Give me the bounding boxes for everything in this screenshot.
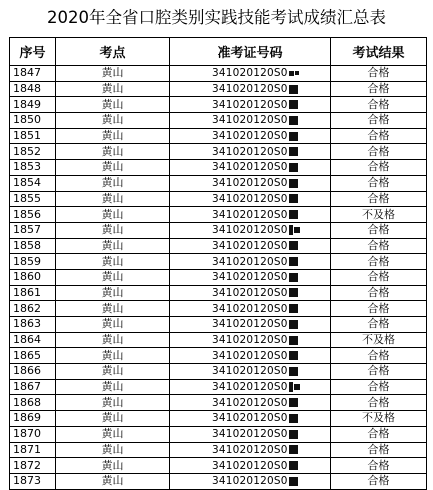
page-title: 2020年全省口腔类别实践技能考试成绩汇总表 [47,8,386,27]
cell-exam-site [56,332,170,348]
cell-seq [10,254,56,270]
cell-seq [10,379,56,395]
cell-result [331,238,427,254]
cell-ticket-number [170,254,331,270]
cell-exam-site [56,473,170,489]
cell-result [331,66,427,82]
cell-result-text: 合格 [367,160,390,174]
cell-ticket-number [170,191,331,207]
cell-exam-site-text: 黄山 [101,364,124,378]
cell-seq-text: 1861 [13,285,41,299]
cell-seq [10,269,56,285]
cell-result [331,348,427,364]
cell-exam-site-text: 黄山 [101,333,124,347]
cell-result [331,269,427,285]
cell-ticket-number-text: 341020120S0 [212,208,288,221]
cell-seq [10,364,56,380]
cell-ticket-number-text: 341020120S0 [212,114,288,127]
cell-seq [10,191,56,207]
cell-result-text: 合格 [367,458,390,472]
cell-ticket-number-text: 341020120S0 [212,349,288,362]
cell-exam-site [56,269,170,285]
cell-seq-text: 1871 [13,442,41,456]
table-row [10,301,427,317]
cell-ticket-number [170,379,331,395]
cell-ticket-number-text: 341020120S0 [212,286,288,299]
cell-ticket-number-text: 341020120S0 [212,271,288,284]
table-row [10,442,427,458]
cell-exam-site [56,301,170,317]
cell-exam-site-text: 黄山 [101,223,124,237]
cell-seq-text: 1850 [13,113,41,127]
cell-result-text: 合格 [367,380,390,394]
redaction-mark [289,145,299,159]
redaction-mark [289,98,299,112]
redaction-mark [289,192,299,206]
cell-exam-site-text: 黄山 [101,160,124,174]
cell-exam-site [56,458,170,474]
redaction-mark [289,270,299,284]
redaction-mark [289,380,301,394]
cell-seq [10,238,56,254]
cell-result [331,473,427,489]
cell-seq [10,332,56,348]
redaction-mark [289,208,299,222]
table-row [10,113,427,129]
cell-ticket-number-text: 341020120S0 [212,318,288,331]
cell-exam-site-text: 黄山 [101,254,124,268]
cell-result-text: 合格 [367,348,390,362]
cell-result [331,191,427,207]
cell-result [331,222,427,238]
cell-ticket-number [170,207,331,223]
redaction-mark [289,176,299,190]
cell-exam-site-text: 黄山 [101,442,124,456]
cell-seq [10,442,56,458]
cell-exam-site [56,97,170,113]
cell-ticket-number [170,285,331,301]
table-header-row [10,38,427,66]
cell-ticket-number [170,364,331,380]
cell-ticket-number-text: 341020120S0 [212,224,288,237]
cell-seq [10,66,56,82]
cell-exam-site [56,222,170,238]
cell-ticket-number-text: 341020120S0 [212,334,288,347]
cell-ticket-number [170,426,331,442]
table-row [10,364,427,380]
cell-result [331,285,427,301]
cell-ticket-number-text: 341020120S0 [212,396,288,409]
cell-ticket-number [170,332,331,348]
cell-ticket-number [170,144,331,160]
cell-result [331,207,427,223]
cell-exam-site-text: 黄山 [101,82,124,96]
cell-seq [10,301,56,317]
redaction-mark [289,333,299,347]
cell-seq-text: 1862 [13,301,41,315]
cell-exam-site [56,254,170,270]
redaction-mark [289,239,299,253]
table-row [10,395,427,411]
cell-seq-text: 1860 [13,270,41,284]
cell-seq-text: 1857 [13,223,41,237]
header-result: 考试结果 [331,38,427,66]
header-exam-site: 考点 [56,38,170,66]
table-row [10,458,427,474]
cell-seq-text: 1858 [13,238,41,252]
cell-seq [10,348,56,364]
cell-result-text: 合格 [367,395,390,409]
redaction-mark [289,459,299,473]
redaction-mark [289,427,299,441]
cell-result-text: 合格 [367,66,390,80]
header-seq: 序号 [10,38,56,66]
cell-ticket-number-text: 341020120S0 [212,130,288,143]
cell-seq [10,144,56,160]
redaction-mark [289,223,301,237]
cell-ticket-number-text: 341020120S0 [212,255,288,268]
cell-exam-site [56,238,170,254]
cell-result-text: 合格 [367,176,390,190]
cell-result-text: 合格 [367,97,390,111]
cell-exam-site [56,81,170,97]
cell-seq-text: 1872 [13,458,41,472]
redaction-mark [289,160,299,174]
redaction-mark [289,302,299,316]
cell-result-text: 合格 [367,442,390,456]
redaction-mark [289,129,299,143]
cell-exam-site [56,348,170,364]
table-row [10,207,427,223]
cell-exam-site-text: 黄山 [101,207,124,221]
cell-result-text: 合格 [367,113,390,127]
redaction-mark [289,396,299,410]
cell-seq-text: 1856 [13,207,41,221]
cell-seq [10,426,56,442]
cell-ticket-number [170,238,331,254]
cell-exam-site [56,66,170,82]
cell-result [331,426,427,442]
cell-result-text: 合格 [367,82,390,96]
cell-seq-text: 1849 [13,97,41,111]
cell-exam-site-text: 黄山 [101,458,124,472]
table-row [10,348,427,364]
cell-result-text: 合格 [367,254,390,268]
cell-ticket-number [170,128,331,144]
cell-seq-text: 1853 [13,160,41,174]
cell-ticket-number-text: 341020120S0 [212,443,288,456]
cell-ticket-number [170,175,331,191]
cell-ticket-number [170,458,331,474]
table-row [10,238,427,254]
cell-seq-text: 1855 [13,191,41,205]
cell-ticket-number [170,301,331,317]
cell-exam-site-text: 黄山 [101,348,124,362]
cell-result [331,317,427,333]
cell-exam-site-text: 黄山 [101,144,124,158]
cell-ticket-number [170,81,331,97]
cell-exam-site [56,113,170,129]
cell-ticket-number-text: 341020120S0 [212,475,288,488]
table-row [10,175,427,191]
cell-seq [10,473,56,489]
cell-seq-text: 1852 [13,144,41,158]
cell-ticket-number-text: 341020120S0 [212,239,288,252]
cell-ticket-number [170,317,331,333]
cell-exam-site-text: 黄山 [101,427,124,441]
cell-seq-text: 1865 [13,348,41,362]
cell-exam-site-text: 黄山 [101,238,124,252]
table-row [10,285,427,301]
cell-result [331,128,427,144]
cell-exam-site-text: 黄山 [101,474,124,488]
cell-ticket-number-text: 341020120S0 [212,98,288,111]
cell-ticket-number-text: 341020120S0 [212,302,288,315]
cell-exam-site-text: 黄山 [101,129,124,143]
table-row [10,128,427,144]
cell-ticket-number-text: 341020120S0 [212,459,288,472]
cell-result-text: 合格 [367,238,390,252]
cell-seq [10,411,56,427]
cell-seq-text: 1854 [13,176,41,190]
cell-exam-site [56,426,170,442]
table-row [10,144,427,160]
cell-ticket-number-text: 341020120S0 [212,67,288,80]
cell-result-text: 合格 [367,270,390,284]
redaction-mark [289,474,299,488]
cell-ticket-number [170,66,331,82]
redaction-mark [289,66,300,80]
cell-seq [10,317,56,333]
redaction-mark [289,113,299,127]
cell-exam-site [56,144,170,160]
cell-seq [10,207,56,223]
cell-seq [10,175,56,191]
cell-seq [10,395,56,411]
table-row [10,269,427,285]
cell-ticket-number [170,411,331,427]
cell-exam-site-text: 黄山 [101,270,124,284]
cell-ticket-number [170,160,331,176]
cell-result [331,81,427,97]
table-row [10,379,427,395]
cell-result-text: 合格 [367,317,390,331]
cell-result [331,395,427,411]
cell-exam-site [56,379,170,395]
cell-ticket-number-text: 341020120S0 [212,365,288,378]
cell-exam-site [56,285,170,301]
cell-exam-site-text: 黄山 [101,113,124,127]
cell-result [331,379,427,395]
cell-seq-text: 1867 [13,380,41,394]
table-row [10,317,427,333]
cell-exam-site-text: 黄山 [101,285,124,299]
cell-result-text: 合格 [367,285,390,299]
cell-exam-site-text: 黄山 [101,191,124,205]
table-row [10,473,427,489]
cell-ticket-number [170,442,331,458]
cell-exam-site [56,191,170,207]
header-ticket-number: 准考证号码 [170,38,331,66]
cell-result-text: 合格 [367,301,390,315]
cell-seq-text: 1848 [13,82,41,96]
table-row [10,81,427,97]
cell-exam-site [56,442,170,458]
cell-result [331,254,427,270]
redaction-mark [289,443,299,457]
table-row [10,160,427,176]
cell-exam-site [56,207,170,223]
cell-ticket-number [170,97,331,113]
cell-result-text: 不及格 [362,207,395,221]
cell-exam-site [56,395,170,411]
cell-result-text: 合格 [367,191,390,205]
cell-result [331,301,427,317]
table-row [10,332,427,348]
cell-seq [10,285,56,301]
cell-seq-text: 1847 [13,66,41,80]
cell-result [331,442,427,458]
cell-result-text: 合格 [367,474,390,488]
cell-seq-text: 1873 [13,474,41,488]
cell-result-text: 合格 [367,129,390,143]
cell-ticket-number-text: 341020120S0 [212,161,288,174]
redaction-mark [289,364,299,378]
cell-exam-site [56,175,170,191]
cell-result [331,411,427,427]
cell-seq-text: 1859 [13,254,41,268]
cell-ticket-number-text: 341020120S0 [212,192,288,205]
cell-exam-site [56,364,170,380]
cell-result [331,160,427,176]
cell-seq-text: 1851 [13,129,41,143]
cell-ticket-number-text: 341020120S0 [212,177,288,190]
redaction-mark [289,317,299,331]
cell-result-text: 不及格 [362,333,395,347]
cell-seq [10,97,56,113]
cell-result [331,175,427,191]
cell-exam-site-text: 黄山 [101,66,124,80]
table-row [10,411,427,427]
cell-exam-site [56,128,170,144]
cell-exam-site [56,160,170,176]
cell-result [331,113,427,129]
cell-ticket-number-text: 341020120S0 [212,145,288,158]
redaction-mark [289,82,299,96]
cell-seq-text: 1864 [13,333,41,347]
cell-seq-text: 1863 [13,317,41,331]
table-row [10,97,427,113]
cell-seq [10,128,56,144]
cell-result [331,97,427,113]
table-row [10,254,427,270]
cell-result-text: 合格 [367,427,390,441]
cell-ticket-number [170,395,331,411]
cell-seq-text: 1870 [13,427,41,441]
cell-result-text: 合格 [367,223,390,237]
cell-result-text: 合格 [367,144,390,158]
cell-exam-site-text: 黄山 [101,317,124,331]
cell-ticket-number-text: 341020120S0 [212,428,288,441]
redaction-mark [289,286,299,300]
cell-seq-text: 1868 [13,395,41,409]
cell-ticket-number [170,113,331,129]
cell-result [331,144,427,160]
table-row [10,66,427,82]
cell-exam-site [56,411,170,427]
cell-seq [10,160,56,176]
cell-exam-site-text: 黄山 [101,411,124,425]
cell-result [331,332,427,348]
cell-seq [10,81,56,97]
cell-ticket-number-text: 341020120S0 [212,412,288,425]
table-row [10,222,427,238]
redaction-mark [289,349,299,363]
cell-seq [10,113,56,129]
cell-exam-site-text: 黄山 [101,380,124,394]
results-table [9,37,427,490]
table-row [10,191,427,207]
table-body [10,66,427,490]
redaction-mark [289,255,299,269]
cell-ticket-number [170,348,331,364]
table-row [10,426,427,442]
cell-exam-site-text: 黄山 [101,176,124,190]
cell-exam-site-text: 黄山 [101,97,124,111]
cell-ticket-number [170,222,331,238]
cell-result [331,364,427,380]
cell-ticket-number [170,473,331,489]
cell-result-text: 不及格 [362,411,395,425]
cell-result [331,458,427,474]
cell-seq-text: 1869 [13,411,41,425]
cell-ticket-number [170,269,331,285]
cell-exam-site-text: 黄山 [101,395,124,409]
cell-seq [10,458,56,474]
cell-seq-text: 1866 [13,364,41,378]
cell-exam-site [56,317,170,333]
cell-exam-site-text: 黄山 [101,301,124,315]
cell-ticket-number-text: 341020120S0 [212,83,288,96]
cell-seq [10,222,56,238]
cell-ticket-number-text: 341020120S0 [212,381,288,394]
cell-result-text: 合格 [367,364,390,378]
redaction-mark [289,411,299,425]
